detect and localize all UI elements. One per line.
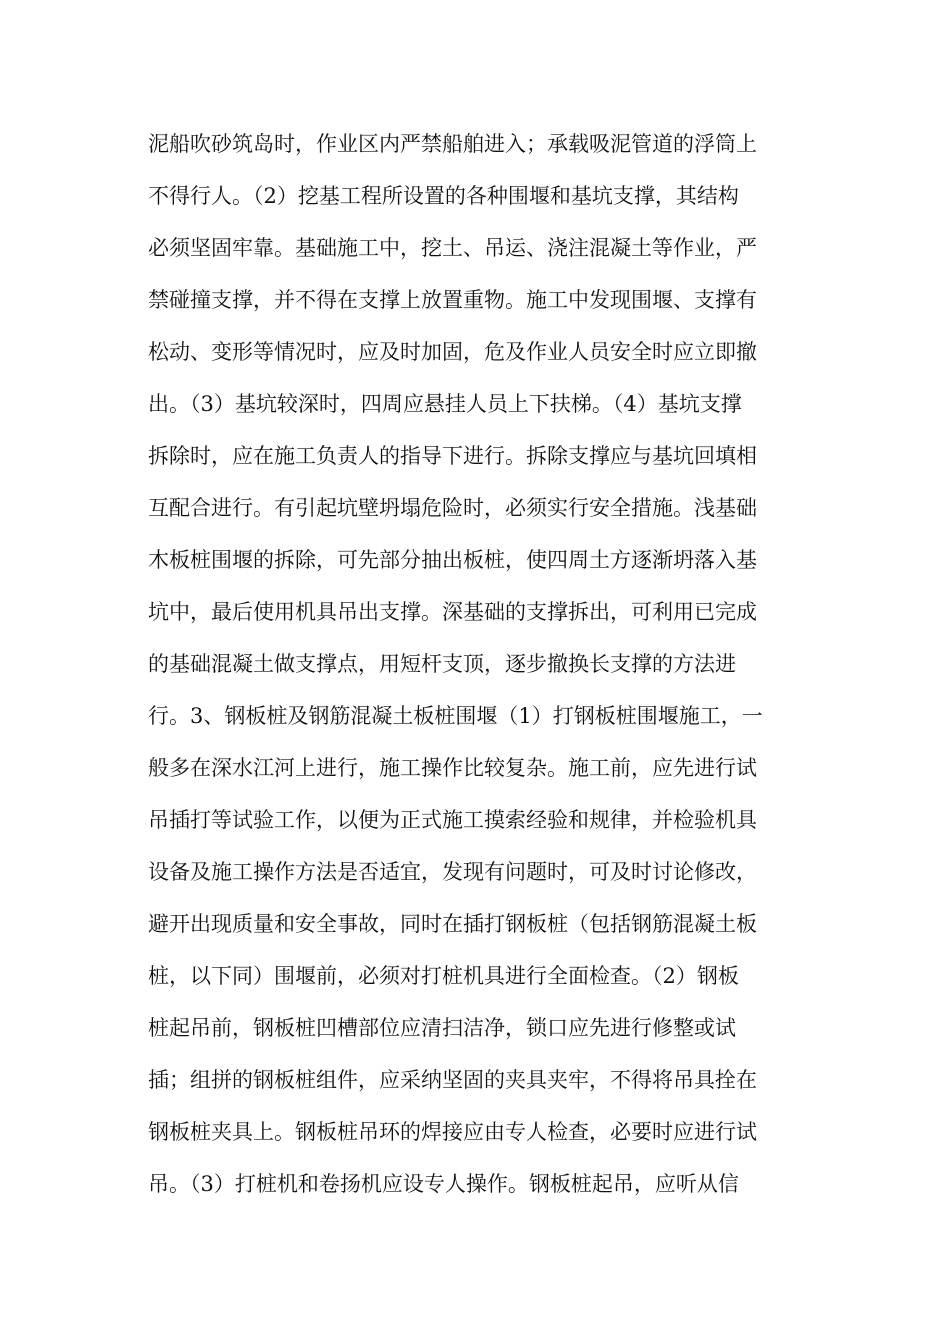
text-line: 插；组拼的钢板桩组件，应采纳坚固的夹具夹牢，不得将吊具拴在 (148, 1068, 757, 1092)
text-line: 避开出现质量和安全事故，同时在插打钢板桩（包括钢筋混凝土板 (148, 912, 757, 936)
text-line: 禁碰撞支撑，并不得在支撑上放置重物。施工中发现围堰、支撑有 (148, 288, 757, 312)
text-line: 钢板桩夹具上。钢板桩吊环的焊接应由专人检查，必要时应进行试 (148, 1120, 757, 1144)
text-line: 桩起吊前，钢板桩凹槽部位应清扫洁净，锁口应先进行修整或试 (148, 1016, 736, 1040)
text-line: 吊。（3）打桩机和卷扬机应设专人操作。钢板桩起吊，应听从信 (148, 1172, 739, 1196)
text-line: 桩，以下同）围堰前，必须对打桩机具进行全面检查。（2）钢板 (148, 964, 739, 988)
text-line: 必须坚固牢靠。基础施工中，挖土、吊运、浇注混凝土等作业，严 (148, 236, 757, 260)
text-line: 般多在深水江河上进行，施工操作比较复杂。施工前，应先进行试 (148, 756, 757, 780)
text-line: 拆除时，应在施工负责人的指导下进行。拆除支撑应与基坑回填相 (148, 444, 757, 468)
text-line: 不得行人。（2）挖基工程所设置的各种围堰和基坑支撑，其结构 (148, 184, 739, 208)
text-line: 坑中，最后使用机具吊出支撑。深基础的支撑拆出，可利用已完成 (148, 600, 757, 624)
text-line: 泥船吹砂筑岛时，作业区内严禁船舶进入；承载吸泥管道的浮筒上 (148, 132, 757, 156)
text-line: 行。3、钢板桩及钢筋混凝土板桩围堰（1）打钢板桩围堰施工，一 (148, 704, 763, 728)
text-line: 木板桩围堰的拆除，可先部分抽出板桩，使四周土方逐渐坍落入基 (148, 548, 757, 572)
text-line: 设备及施工操作方法是否适宜，发现有问题时，可及时讨论修改， (148, 860, 757, 884)
text-line: 松动、变形等情况时，应及时加固，危及作业人员安全时应立即撤 (148, 340, 757, 364)
text-line: 的基础混凝土做支撑点，用短杆支顶，逐步撤换长支撑的方法进 (148, 652, 736, 676)
text-line: 出。（3）基坑较深时，四周应悬挂人员上下扶梯。（4）基坑支撑 (148, 392, 742, 416)
text-line: 互配合进行。有引起坑壁坍塌危险时，必须实行安全措施。浅基础 (148, 496, 757, 520)
text-line: 吊插打等试验工作，以便为正式施工摸索经验和规律，并检验机具 (148, 808, 757, 832)
body-text (148, 118, 808, 1210)
